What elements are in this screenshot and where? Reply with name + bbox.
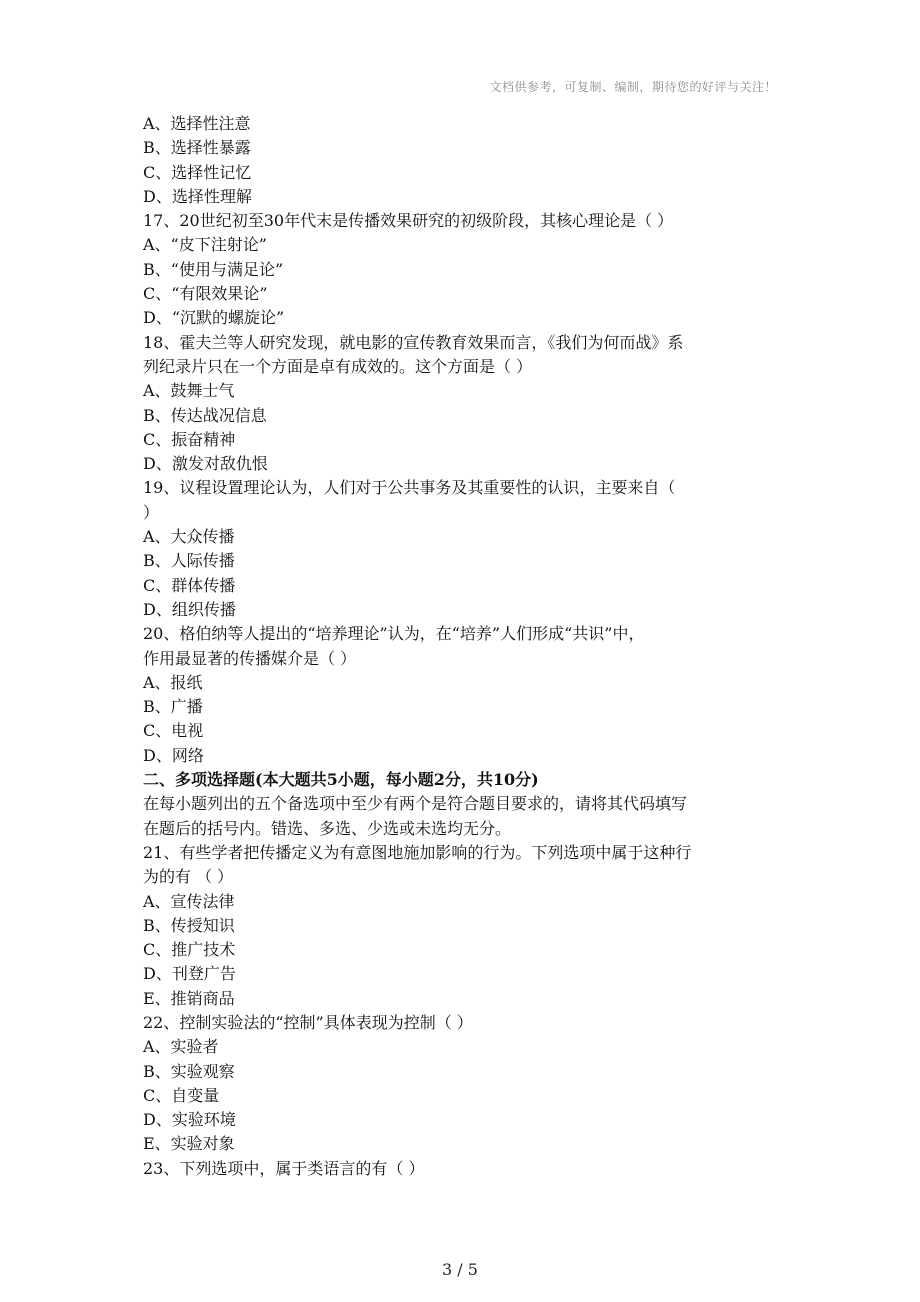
q22-option-c: C、自变量 xyxy=(143,1085,220,1105)
q18-stem-line2: 列纪录片只在一个方面是卓有成效的。这个方面是（ ） xyxy=(143,356,533,376)
q18-option-c: C、振奋精神 xyxy=(143,429,236,449)
q17-option-d: D、“沉默的螺旋论” xyxy=(143,308,285,328)
q21-option-a: A、宣传法律 xyxy=(143,891,235,911)
q22-option-b: B、实验观察 xyxy=(143,1061,235,1081)
q20-stem-line2: 作用最显著的传播媒介是（ ） xyxy=(143,648,357,668)
q17-option-a: A、“皮下注射论” xyxy=(143,235,267,255)
q22-option-e: E、实验对象 xyxy=(143,1134,235,1154)
section-2-instruction-line2: 在题后的括号内。错选、多选、少选或未选均无分。 xyxy=(143,818,512,838)
q20-stem-line1: 20、格伯纳等人提出的“培养理论”认为，在“培养”人们形成“共识”中， xyxy=(143,624,645,644)
q18-stem-line1: 18、霍夫兰等人研究发现，就电影的宣传教育效果而言，《我们为何而战》系 xyxy=(143,332,684,352)
q16-option-a: A、选择性注意 xyxy=(143,114,251,133)
section-2-title: 二、多项选择题(本大题共5小题，每小题2分，共10分) xyxy=(143,770,539,790)
q16-option-b: B、选择性暴露 xyxy=(143,138,251,158)
q21-option-d: D、刊登广告 xyxy=(143,964,236,984)
q17-option-b: B、“使用与满足论” xyxy=(143,259,284,279)
q20-option-b: B、广播 xyxy=(143,697,203,717)
q18-option-d: D、激发对敌仇恨 xyxy=(143,454,268,474)
q19-option-a: A、大众传播 xyxy=(143,527,235,547)
q19-option-d: D、组织传播 xyxy=(143,599,236,619)
q20-option-d: D、网络 xyxy=(143,745,204,765)
q19-option-c: C、群体传播 xyxy=(143,575,236,595)
q16-option-c: C、选择性记忆 xyxy=(143,162,252,182)
q22-option-d: D、实验环境 xyxy=(143,1110,236,1130)
q18-option-a: A、鼓舞士气 xyxy=(143,381,235,401)
q19-stem-line2: ） xyxy=(143,502,160,522)
header-note: 文档供参考，可复制、编制，期待您的好评与关注！ xyxy=(489,80,777,94)
q19-option-b: B、人际传播 xyxy=(143,551,235,571)
q22-stem: 22、控制实验法的“控制”具体表现为控制（ ） xyxy=(143,1012,473,1032)
q21-option-b: B、传授知识 xyxy=(143,915,235,935)
page-content xyxy=(143,112,783,1181)
q21-option-c: C、推广技术 xyxy=(143,940,236,960)
q16-option-d: D、选择性理解 xyxy=(143,186,252,206)
section-2-instruction-line1: 在每小题列出的五个备选项中至少有两个是符合题目要求的，请将其代码填写 xyxy=(143,794,688,814)
q18-option-b: B、传达战况信息 xyxy=(143,405,267,425)
q21-option-e: E、推销商品 xyxy=(143,988,235,1008)
q21-stem-line2: 为的有 （ ） xyxy=(143,867,234,887)
q19-stem-line1: 19、议程设置理论认为，人们对于公共事务及其重要性的认识，主要来自（ xyxy=(143,478,676,498)
q17-option-c: C、“有限效果论” xyxy=(143,284,268,304)
q21-stem-line1: 21、有些学者把传播定义为有意图地施加影响的行为。下列选项中属于这种行 xyxy=(143,842,692,862)
q23-stem: 23、下列选项中，属于类语言的有（ ） xyxy=(143,1158,425,1178)
q17-stem: 17、20世纪初至30年代末是传播效果研究的初级阶段，其核心理论是（ ） xyxy=(143,211,674,231)
q20-option-a: A、报纸 xyxy=(143,672,203,692)
page-number: 3 / 5 xyxy=(442,1260,478,1279)
q22-option-a: A、实验者 xyxy=(143,1037,219,1057)
q20-option-c: C、电视 xyxy=(143,721,204,741)
